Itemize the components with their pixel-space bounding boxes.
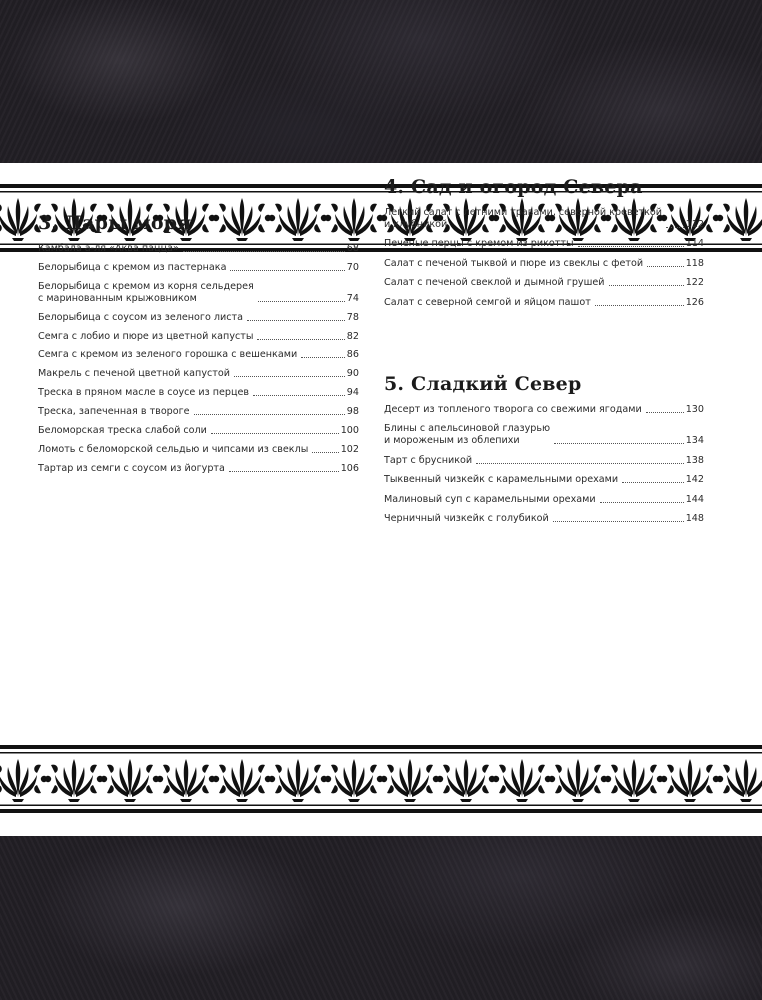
toc-entry[interactable]	[38, 387, 359, 399]
leader-dots	[229, 471, 339, 472]
section-heading: 4. Сад и огород Севера	[384, 176, 643, 198]
entry-page: 142	[685, 474, 704, 486]
toc-section-seafood	[38, 212, 359, 482]
entry-title: Малиновый суп с карамельными орехами	[384, 493, 596, 505]
leader-dots	[578, 246, 684, 247]
entry-title: Макрель с печеной цветной капустой	[38, 368, 230, 380]
entry-page: 130	[685, 404, 704, 415]
entry-page: 114	[685, 238, 704, 250]
entry-title: Печеные перцы с кремом из рикотты	[384, 238, 574, 250]
toc-entry[interactable]	[384, 513, 704, 525]
leader-dots	[553, 521, 684, 522]
entry-page: 74	[346, 292, 359, 304]
entry-page: 106	[340, 462, 359, 474]
toc-entry[interactable]	[384, 277, 704, 289]
toc-entry[interactable]	[384, 423, 704, 447]
leader-dots	[211, 433, 339, 434]
dark-texture-background-bottom	[0, 836, 762, 1000]
entry-title: Салат с печеной тыквой и пюре из свеклы с фетой	[384, 257, 644, 269]
leader-dots	[194, 414, 345, 415]
toc-entry[interactable]	[38, 331, 359, 343]
entry-page: 126	[685, 296, 704, 308]
toc-entry[interactable]	[384, 474, 704, 486]
entry-page: 118	[685, 257, 704, 269]
leader-dots	[646, 412, 684, 413]
toc-entry[interactable]	[384, 404, 704, 416]
entry-page: 94	[346, 387, 359, 399]
entry-title: Белорыбица с соусом из зеленого листа	[38, 311, 243, 323]
leader-dots	[622, 482, 684, 483]
leader-dots	[258, 301, 345, 302]
entry-title: Салат с печеной свеклой и дымной грушей	[384, 277, 605, 289]
toc-entry[interactable]	[38, 349, 359, 361]
entry-page: 78	[346, 311, 359, 323]
toc-entry[interactable]	[384, 207, 704, 231]
entry-page: 82	[346, 330, 359, 342]
section-heading: 5. Сладкий Север	[384, 373, 582, 395]
entry-title: Семга с лобио и пюре из цветной капусты	[38, 330, 254, 342]
toc-entry[interactable]	[384, 494, 704, 506]
toc-entry[interactable]	[384, 258, 704, 270]
entry-title: Белорыбица с кремом из пастернака	[38, 261, 227, 273]
entry-title: Блины с апельсиновой глазурью и мороженым из облепихи	[384, 423, 551, 447]
entry-page: 134	[685, 435, 704, 447]
entry-title: Черничный чизкейк с голубикой	[384, 512, 549, 524]
toc-list	[38, 243, 359, 475]
leader-dots	[257, 339, 344, 340]
leader-dots	[600, 502, 684, 503]
entry-title: Белорыбица с кремом из корня сельдерея с маринованным крыжовником	[38, 280, 254, 304]
toc-entry[interactable]	[38, 406, 359, 418]
leader-dots	[253, 395, 345, 396]
entry-title: Камбала а-ля «Аква пацца»	[38, 243, 179, 254]
entry-page: 144	[685, 493, 704, 505]
toc-entry[interactable]	[38, 262, 359, 274]
entry-page: 148	[685, 512, 704, 524]
toc-entry[interactable]	[38, 243, 359, 255]
toc-entry[interactable]	[38, 463, 359, 475]
entry-title: Тартар из семги с соусом из йогурта	[38, 462, 225, 474]
entry-title: Салат с северной семгой и яйцом пашот	[384, 296, 591, 308]
leader-dots	[247, 320, 345, 321]
entry-page: 86	[346, 349, 359, 361]
toc-entry[interactable]	[38, 312, 359, 324]
leader-dots	[476, 463, 684, 464]
toc-section-garden	[384, 176, 704, 316]
entry-page: 112	[685, 219, 704, 230]
entry-page: 70	[346, 261, 359, 273]
leader-dots	[647, 266, 684, 267]
entry-title: Треска в пряном масле в соусе из перцев	[38, 387, 250, 399]
leader-dots	[301, 357, 345, 358]
entry-title: Десерт из топленого творога со свежими ягодами	[384, 404, 642, 415]
leader-dots	[312, 452, 338, 453]
entry-title: Тыквенный чизкейк с карамельными орехами	[384, 474, 619, 486]
entry-page: 98	[346, 406, 359, 418]
toc-entry[interactable]	[384, 297, 704, 309]
leader-dots	[595, 305, 684, 306]
section-heading: 3. Дары моря	[38, 212, 192, 234]
entry-page: 138	[685, 454, 704, 466]
leader-dots	[183, 251, 345, 252]
entry-title: Семга с кремом из зеленого горошка с вешенками	[38, 349, 298, 361]
toc-entry[interactable]	[384, 455, 704, 467]
ornamental-border-bottom	[0, 745, 762, 813]
toc-section-desserts	[384, 373, 704, 532]
entry-title: Легкий салат с летними травами, северной креветкой и клубникой	[384, 207, 662, 230]
entry-title: Беломорская треска слабой соли	[38, 425, 207, 437]
entry-page: 102	[340, 443, 359, 455]
entry-page: 90	[346, 368, 359, 380]
leader-dots	[554, 443, 684, 444]
entry-page: 68	[346, 243, 359, 254]
toc-entry[interactable]	[38, 368, 359, 380]
toc-list	[384, 207, 704, 309]
leader-dots	[230, 270, 344, 271]
toc-entry[interactable]	[384, 238, 704, 250]
ornament-pattern-bottom	[0, 745, 762, 813]
leader-dots	[234, 376, 345, 377]
leader-dots	[609, 285, 684, 286]
toc-entry[interactable]	[38, 281, 359, 305]
entry-title: Ломоть с беломорской сельдью и чипсами из свеклы	[38, 443, 309, 455]
dark-texture-background-top	[0, 0, 762, 163]
leader-dots	[666, 227, 684, 228]
toc-entry[interactable]	[38, 425, 359, 437]
toc-list	[384, 404, 704, 525]
entry-page: 122	[685, 277, 704, 289]
toc-entry[interactable]	[38, 444, 359, 456]
entry-page: 100	[340, 425, 359, 437]
entry-title: Треска, запеченная в твороге	[38, 406, 190, 418]
entry-title: Тарт с брусникой	[384, 454, 473, 466]
